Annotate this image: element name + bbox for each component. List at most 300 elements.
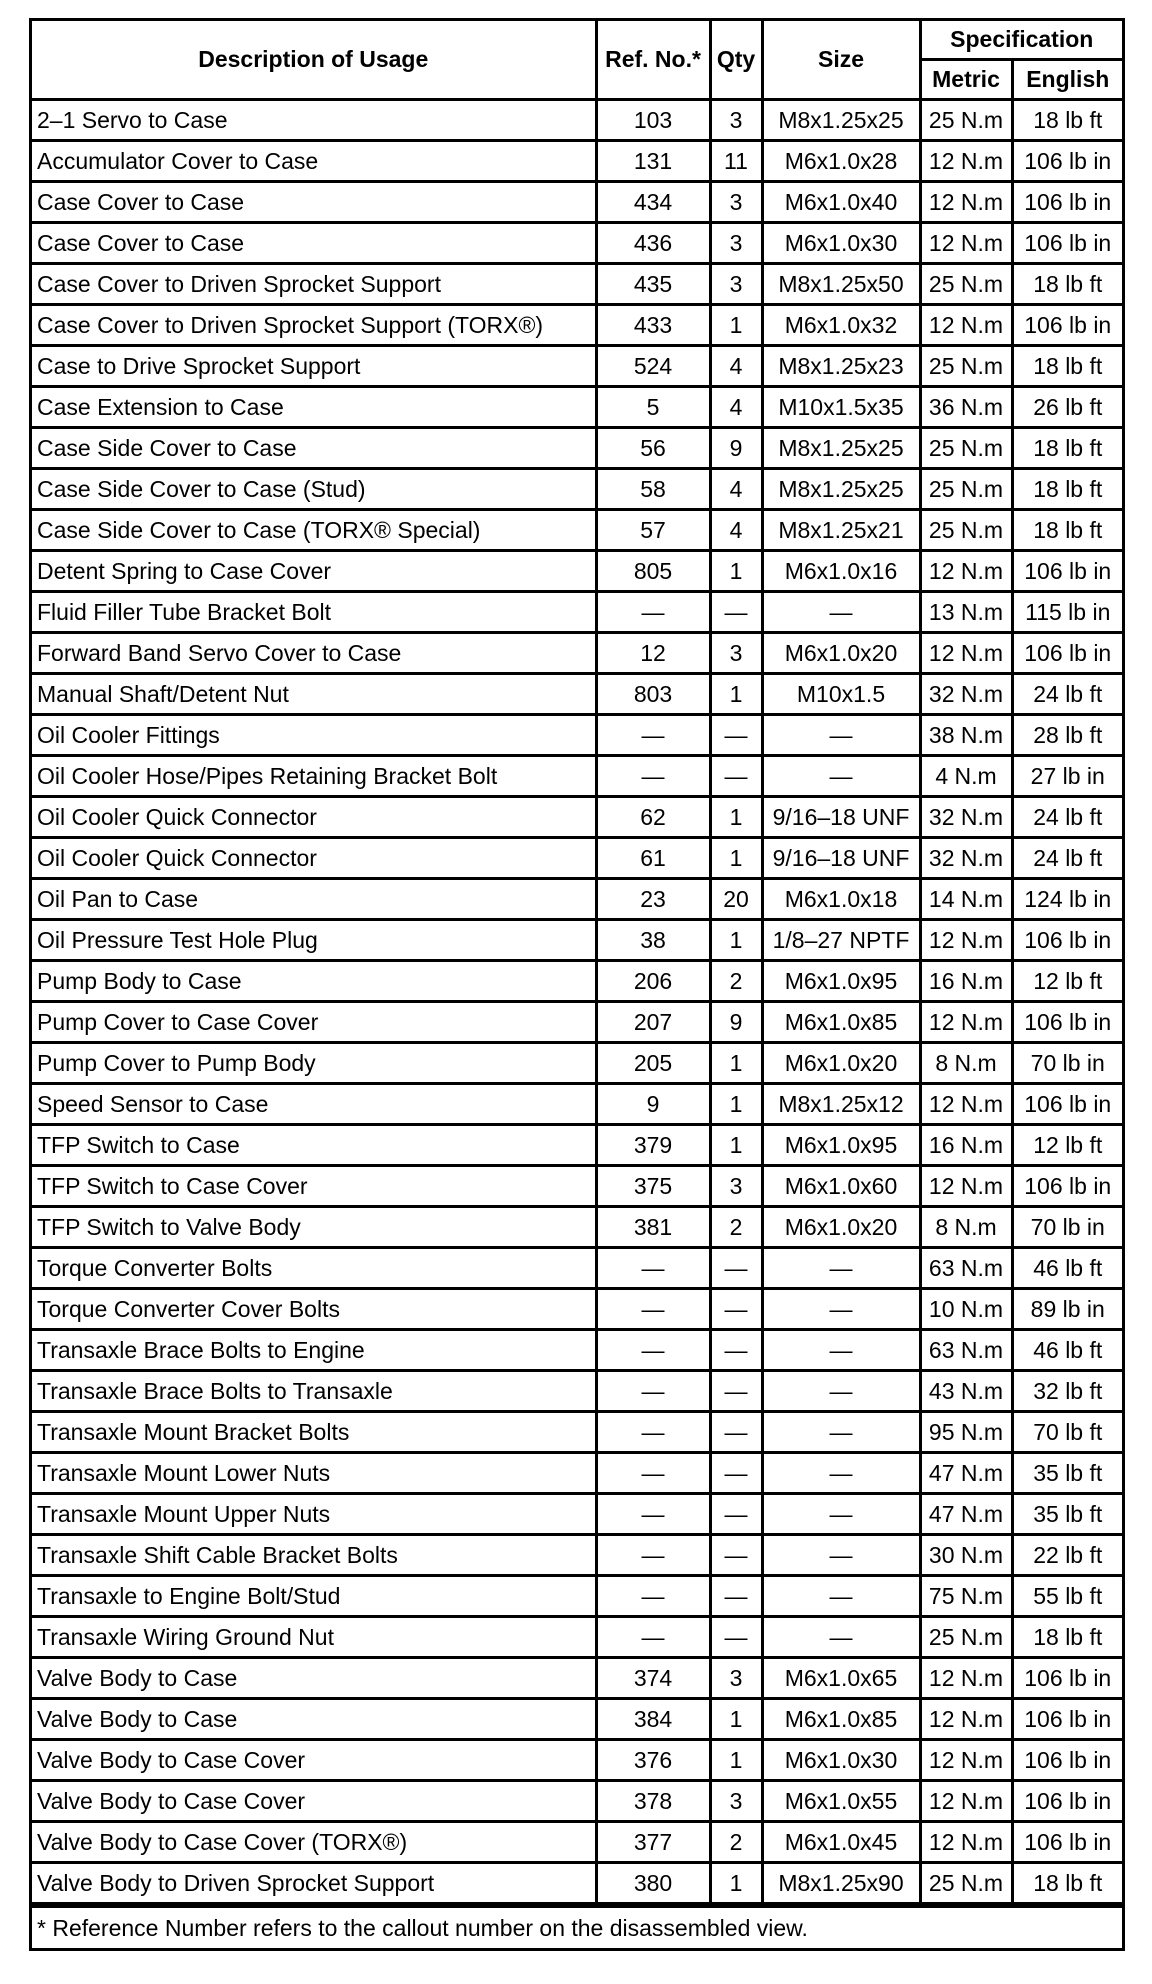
cell-size: M10x1.5: [762, 674, 920, 715]
cell-ref-no: —: [596, 1248, 710, 1289]
cell-metric: 16 N.m: [920, 961, 1012, 1002]
cell-ref-no: 205: [596, 1043, 710, 1084]
cell-description: Detent Spring to Case Cover: [32, 551, 596, 592]
header-size: Size: [762, 21, 920, 100]
table-row: [32, 756, 1122, 797]
cell-description: Transaxle Mount Bracket Bolts: [32, 1412, 596, 1453]
cell-size: M8x1.25x21: [762, 510, 920, 551]
table-row: [32, 264, 1122, 305]
cell-ref-no: 5: [596, 387, 710, 428]
cell-qty: 20: [710, 879, 762, 920]
cell-english: 24 lb ft: [1012, 674, 1122, 715]
cell-qty: 3: [710, 633, 762, 674]
table-row: [32, 1863, 1122, 1904]
cell-description: Case Side Cover to Case: [32, 428, 596, 469]
footnote: * Reference Number refers to the callout number on the disassembled view.: [32, 1905, 1122, 1948]
cell-qty: 1: [710, 797, 762, 838]
cell-metric: 8 N.m: [920, 1043, 1012, 1084]
cell-size: M6x1.0x85: [762, 1002, 920, 1043]
cell-metric: 95 N.m: [920, 1412, 1012, 1453]
cell-metric: 12 N.m: [920, 1658, 1012, 1699]
cell-description: Accumulator Cover to Case: [32, 141, 596, 182]
cell-english: 106 lb in: [1012, 1002, 1122, 1043]
cell-size: M10x1.5x35: [762, 387, 920, 428]
cell-metric: 32 N.m: [920, 838, 1012, 879]
cell-english: 46 lb ft: [1012, 1248, 1122, 1289]
header-english: English: [1012, 60, 1122, 100]
cell-description: Case Cover to Case: [32, 182, 596, 223]
cell-qty: —: [710, 592, 762, 633]
table-row: [32, 1207, 1122, 1248]
cell-ref-no: 131: [596, 141, 710, 182]
cell-qty: 1: [710, 305, 762, 346]
cell-qty: —: [710, 1453, 762, 1494]
cell-ref-no: 379: [596, 1125, 710, 1166]
cell-size: M8x1.25x25: [762, 428, 920, 469]
cell-ref-no: 56: [596, 428, 710, 469]
cell-ref-no: 12: [596, 633, 710, 674]
cell-metric: 43 N.m: [920, 1371, 1012, 1412]
cell-qty: —: [710, 1576, 762, 1617]
table-row: [32, 1658, 1122, 1699]
table-row: [32, 1248, 1122, 1289]
cell-description: Pump Cover to Case Cover: [32, 1002, 596, 1043]
cell-qty: 2: [710, 961, 762, 1002]
cell-qty: 1: [710, 1084, 762, 1125]
cell-size: M6x1.0x16: [762, 551, 920, 592]
cell-metric: 14 N.m: [920, 879, 1012, 920]
cell-description: Transaxle Mount Upper Nuts: [32, 1494, 596, 1535]
cell-ref-no: 61: [596, 838, 710, 879]
cell-english: 106 lb in: [1012, 1166, 1122, 1207]
cell-ref-no: —: [596, 1494, 710, 1535]
table-row: [32, 920, 1122, 961]
cell-size: 9/16–18 UNF: [762, 797, 920, 838]
cell-description: Transaxle Wiring Ground Nut: [32, 1617, 596, 1658]
cell-size: M6x1.0x45: [762, 1822, 920, 1863]
cell-description: Transaxle Brace Bolts to Transaxle: [32, 1371, 596, 1412]
header-metric: Metric: [920, 60, 1012, 100]
cell-qty: —: [710, 715, 762, 756]
cell-size: M6x1.0x20: [762, 1043, 920, 1084]
cell-size: M6x1.0x55: [762, 1781, 920, 1822]
cell-size: M6x1.0x95: [762, 1125, 920, 1166]
cell-qty: 1: [710, 920, 762, 961]
cell-metric: 38 N.m: [920, 715, 1012, 756]
cell-ref-no: —: [596, 1617, 710, 1658]
table-row: [32, 1740, 1122, 1781]
cell-qty: 11: [710, 141, 762, 182]
table-row: [32, 1084, 1122, 1125]
table-row: [32, 1371, 1122, 1412]
cell-english: 22 lb ft: [1012, 1535, 1122, 1576]
cell-english: 18 lb ft: [1012, 510, 1122, 551]
cell-ref-no: 803: [596, 674, 710, 715]
cell-description: Oil Cooler Fittings: [32, 715, 596, 756]
table-row: [32, 346, 1122, 387]
cell-metric: 12 N.m: [920, 1822, 1012, 1863]
cell-english: 106 lb in: [1012, 920, 1122, 961]
table-row: [32, 100, 1122, 141]
table-row: [32, 838, 1122, 879]
cell-size: M8x1.25x12: [762, 1084, 920, 1125]
cell-description: Valve Body to Case Cover: [32, 1781, 596, 1822]
table-row: [32, 797, 1122, 838]
cell-qty: 3: [710, 1166, 762, 1207]
cell-metric: 12 N.m: [920, 223, 1012, 264]
cell-description: Case Cover to Case: [32, 223, 596, 264]
cell-ref-no: 58: [596, 469, 710, 510]
cell-size: —: [762, 756, 920, 797]
cell-ref-no: —: [596, 1453, 710, 1494]
cell-ref-no: 207: [596, 1002, 710, 1043]
cell-metric: 25 N.m: [920, 1863, 1012, 1904]
table-row: [32, 1453, 1122, 1494]
cell-english: 106 lb in: [1012, 141, 1122, 182]
cell-ref-no: 377: [596, 1822, 710, 1863]
header-specification: Specification: [920, 21, 1122, 60]
cell-qty: 9: [710, 1002, 762, 1043]
cell-description: Oil Pan to Case: [32, 879, 596, 920]
cell-qty: 9: [710, 428, 762, 469]
cell-description: Forward Band Servo Cover to Case: [32, 633, 596, 674]
cell-size: M6x1.0x32: [762, 305, 920, 346]
cell-english: 24 lb ft: [1012, 797, 1122, 838]
cell-qty: —: [710, 1494, 762, 1535]
cell-size: M8x1.25x25: [762, 469, 920, 510]
cell-description: TFP Switch to Case: [32, 1125, 596, 1166]
cell-size: M8x1.25x90: [762, 1863, 920, 1904]
table-row: [32, 469, 1122, 510]
cell-metric: 12 N.m: [920, 1002, 1012, 1043]
cell-qty: 2: [710, 1822, 762, 1863]
cell-english: 35 lb ft: [1012, 1494, 1122, 1535]
cell-ref-no: 435: [596, 264, 710, 305]
cell-description: Transaxle to Engine Bolt/Stud: [32, 1576, 596, 1617]
cell-metric: 12 N.m: [920, 1084, 1012, 1125]
cell-size: —: [762, 1453, 920, 1494]
cell-qty: 1: [710, 1863, 762, 1904]
cell-ref-no: 381: [596, 1207, 710, 1248]
cell-size: M6x1.0x65: [762, 1658, 920, 1699]
cell-description: 2–1 Servo to Case: [32, 100, 596, 141]
cell-metric: 12 N.m: [920, 141, 1012, 182]
cell-english: 18 lb ft: [1012, 1863, 1122, 1904]
cell-metric: 12 N.m: [920, 1781, 1012, 1822]
table-row: [32, 1043, 1122, 1084]
cell-description: Manual Shaft/Detent Nut: [32, 674, 596, 715]
cell-ref-no: —: [596, 1576, 710, 1617]
cell-description: Pump Body to Case: [32, 961, 596, 1002]
table-row: [32, 879, 1122, 920]
cell-size: —: [762, 1494, 920, 1535]
cell-english: 70 lb ft: [1012, 1412, 1122, 1453]
cell-metric: 25 N.m: [920, 346, 1012, 387]
cell-size: —: [762, 592, 920, 633]
cell-english: 12 lb ft: [1012, 961, 1122, 1002]
cell-ref-no: 9: [596, 1084, 710, 1125]
cell-english: 106 lb in: [1012, 305, 1122, 346]
cell-ref-no: 524: [596, 346, 710, 387]
torque-spec-table-frame: [29, 18, 1125, 1951]
cell-ref-no: 23: [596, 879, 710, 920]
cell-description: Transaxle Brace Bolts to Engine: [32, 1330, 596, 1371]
cell-english: 89 lb in: [1012, 1289, 1122, 1330]
table-row: [32, 141, 1122, 182]
cell-description: Case Cover to Driven Sprocket Support (TORX®): [32, 305, 596, 346]
cell-metric: 25 N.m: [920, 469, 1012, 510]
table-row: [32, 551, 1122, 592]
cell-english: 70 lb in: [1012, 1043, 1122, 1084]
cell-qty: —: [710, 1535, 762, 1576]
table-row: [32, 592, 1122, 633]
cell-size: —: [762, 715, 920, 756]
cell-qty: 1: [710, 551, 762, 592]
cell-english: 18 lb ft: [1012, 469, 1122, 510]
cell-description: Oil Cooler Quick Connector: [32, 797, 596, 838]
cell-metric: 16 N.m: [920, 1125, 1012, 1166]
cell-metric: 32 N.m: [920, 797, 1012, 838]
cell-ref-no: 805: [596, 551, 710, 592]
cell-qty: 4: [710, 387, 762, 428]
cell-description: Transaxle Shift Cable Bracket Bolts: [32, 1535, 596, 1576]
cell-size: —: [762, 1371, 920, 1412]
cell-size: M8x1.25x50: [762, 264, 920, 305]
cell-ref-no: 434: [596, 182, 710, 223]
table-row: [32, 223, 1122, 264]
cell-metric: 25 N.m: [920, 100, 1012, 141]
cell-qty: —: [710, 1289, 762, 1330]
cell-ref-no: —: [596, 756, 710, 797]
cell-qty: 1: [710, 674, 762, 715]
cell-qty: 3: [710, 1658, 762, 1699]
cell-qty: 1: [710, 1125, 762, 1166]
cell-english: 26 lb ft: [1012, 387, 1122, 428]
cell-size: M6x1.0x28: [762, 141, 920, 182]
cell-qty: 3: [710, 1781, 762, 1822]
cell-metric: 25 N.m: [920, 510, 1012, 551]
cell-size: —: [762, 1248, 920, 1289]
cell-qty: 3: [710, 100, 762, 141]
cell-metric: 47 N.m: [920, 1494, 1012, 1535]
table-row: [32, 1617, 1122, 1658]
cell-metric: 10 N.m: [920, 1289, 1012, 1330]
cell-description: Pump Cover to Pump Body: [32, 1043, 596, 1084]
cell-size: M6x1.0x20: [762, 633, 920, 674]
cell-description: Torque Converter Cover Bolts: [32, 1289, 596, 1330]
cell-qty: 1: [710, 1699, 762, 1740]
table-row: [32, 1822, 1122, 1863]
cell-description: Oil Pressure Test Hole Plug: [32, 920, 596, 961]
header-ref-no: Ref. No.*: [596, 21, 710, 100]
table-row: [32, 510, 1122, 551]
cell-size: M6x1.0x40: [762, 182, 920, 223]
cell-english: 106 lb in: [1012, 551, 1122, 592]
cell-qty: 1: [710, 1740, 762, 1781]
table-row: [32, 1330, 1122, 1371]
cell-metric: 12 N.m: [920, 551, 1012, 592]
table-row: [32, 633, 1122, 674]
table-row: [32, 1289, 1122, 1330]
cell-description: TFP Switch to Case Cover: [32, 1166, 596, 1207]
cell-english: 106 lb in: [1012, 1658, 1122, 1699]
cell-description: Fluid Filler Tube Bracket Bolt: [32, 592, 596, 633]
table-row: [32, 305, 1122, 346]
cell-ref-no: 57: [596, 510, 710, 551]
cell-qty: —: [710, 1617, 762, 1658]
cell-ref-no: —: [596, 1289, 710, 1330]
cell-description: Valve Body to Case: [32, 1699, 596, 1740]
cell-ref-no: 38: [596, 920, 710, 961]
table-row: [32, 1125, 1122, 1166]
table-row: [32, 1494, 1122, 1535]
cell-qty: —: [710, 1248, 762, 1289]
cell-metric: 63 N.m: [920, 1248, 1012, 1289]
cell-description: Torque Converter Bolts: [32, 1248, 596, 1289]
cell-ref-no: —: [596, 592, 710, 633]
cell-ref-no: —: [596, 715, 710, 756]
cell-qty: 3: [710, 223, 762, 264]
cell-ref-no: 375: [596, 1166, 710, 1207]
cell-english: 124 lb in: [1012, 879, 1122, 920]
cell-english: 12 lb ft: [1012, 1125, 1122, 1166]
torque-spec-table: [32, 21, 1122, 1905]
cell-metric: 12 N.m: [920, 1699, 1012, 1740]
cell-size: —: [762, 1617, 920, 1658]
cell-english: 32 lb ft: [1012, 1371, 1122, 1412]
cell-metric: 75 N.m: [920, 1576, 1012, 1617]
cell-ref-no: 380: [596, 1863, 710, 1904]
cell-english: 106 lb in: [1012, 1740, 1122, 1781]
cell-metric: 47 N.m: [920, 1453, 1012, 1494]
cell-qty: 4: [710, 346, 762, 387]
cell-ref-no: 433: [596, 305, 710, 346]
cell-qty: 3: [710, 264, 762, 305]
cell-size: —: [762, 1412, 920, 1453]
cell-metric: 63 N.m: [920, 1330, 1012, 1371]
cell-english: 18 lb ft: [1012, 428, 1122, 469]
cell-qty: 1: [710, 1043, 762, 1084]
header-description: Description of Usage: [32, 21, 596, 100]
cell-english: 46 lb ft: [1012, 1330, 1122, 1371]
cell-size: 9/16–18 UNF: [762, 838, 920, 879]
cell-size: M6x1.0x18: [762, 879, 920, 920]
cell-english: 106 lb in: [1012, 182, 1122, 223]
cell-metric: 25 N.m: [920, 1617, 1012, 1658]
cell-size: —: [762, 1535, 920, 1576]
cell-size: M6x1.0x30: [762, 1740, 920, 1781]
cell-metric: 12 N.m: [920, 633, 1012, 674]
table-row: [32, 1699, 1122, 1740]
table-row: [32, 1535, 1122, 1576]
cell-english: 35 lb ft: [1012, 1453, 1122, 1494]
cell-english: 106 lb in: [1012, 633, 1122, 674]
table-row: [32, 715, 1122, 756]
cell-qty: 4: [710, 469, 762, 510]
cell-metric: 36 N.m: [920, 387, 1012, 428]
cell-qty: —: [710, 756, 762, 797]
cell-qty: 2: [710, 1207, 762, 1248]
cell-english: 106 lb in: [1012, 223, 1122, 264]
cell-metric: 12 N.m: [920, 1166, 1012, 1207]
cell-ref-no: 384: [596, 1699, 710, 1740]
cell-qty: —: [710, 1371, 762, 1412]
header-qty: Qty: [710, 21, 762, 100]
cell-size: M8x1.25x23: [762, 346, 920, 387]
cell-size: M6x1.0x20: [762, 1207, 920, 1248]
cell-ref-no: —: [596, 1412, 710, 1453]
cell-size: 1/8–27 NPTF: [762, 920, 920, 961]
cell-metric: 25 N.m: [920, 264, 1012, 305]
cell-english: 27 lb in: [1012, 756, 1122, 797]
cell-ref-no: 378: [596, 1781, 710, 1822]
cell-metric: 12 N.m: [920, 920, 1012, 961]
cell-english: 106 lb in: [1012, 1699, 1122, 1740]
table-row: [32, 961, 1122, 1002]
cell-qty: 4: [710, 510, 762, 551]
cell-ref-no: —: [596, 1535, 710, 1576]
cell-qty: 1: [710, 838, 762, 879]
cell-ref-no: 376: [596, 1740, 710, 1781]
cell-description: Case to Drive Sprocket Support: [32, 346, 596, 387]
cell-metric: 30 N.m: [920, 1535, 1012, 1576]
cell-description: Speed Sensor to Case: [32, 1084, 596, 1125]
cell-english: 18 lb ft: [1012, 346, 1122, 387]
cell-metric: 12 N.m: [920, 182, 1012, 223]
cell-description: Case Side Cover to Case (TORX® Special): [32, 510, 596, 551]
table-row: [32, 428, 1122, 469]
cell-size: —: [762, 1289, 920, 1330]
cell-ref-no: 374: [596, 1658, 710, 1699]
cell-english: 106 lb in: [1012, 1822, 1122, 1863]
cell-english: 18 lb ft: [1012, 100, 1122, 141]
cell-metric: 32 N.m: [920, 674, 1012, 715]
cell-metric: 12 N.m: [920, 305, 1012, 346]
cell-english: 106 lb in: [1012, 1084, 1122, 1125]
cell-ref-no: —: [596, 1330, 710, 1371]
cell-description: Oil Cooler Quick Connector: [32, 838, 596, 879]
cell-description: Oil Cooler Hose/Pipes Retaining Bracket Bolt: [32, 756, 596, 797]
cell-description: Valve Body to Case: [32, 1658, 596, 1699]
cell-description: Case Extension to Case: [32, 387, 596, 428]
cell-description: TFP Switch to Valve Body: [32, 1207, 596, 1248]
cell-size: —: [762, 1330, 920, 1371]
cell-qty: —: [710, 1412, 762, 1453]
cell-ref-no: 62: [596, 797, 710, 838]
cell-size: M6x1.0x95: [762, 961, 920, 1002]
cell-description: Valve Body to Driven Sprocket Support: [32, 1863, 596, 1904]
cell-size: M6x1.0x85: [762, 1699, 920, 1740]
table-row: [32, 387, 1122, 428]
cell-metric: 25 N.m: [920, 428, 1012, 469]
cell-size: M6x1.0x60: [762, 1166, 920, 1207]
table-row: [32, 1002, 1122, 1043]
cell-english: 115 lb in: [1012, 592, 1122, 633]
cell-english: 106 lb in: [1012, 1781, 1122, 1822]
cell-description: Case Side Cover to Case (Stud): [32, 469, 596, 510]
cell-english: 55 lb ft: [1012, 1576, 1122, 1617]
cell-description: Case Cover to Driven Sprocket Support: [32, 264, 596, 305]
cell-size: M6x1.0x30: [762, 223, 920, 264]
table-row: [32, 1166, 1122, 1207]
table-body: [32, 100, 1122, 1904]
cell-english: 18 lb ft: [1012, 264, 1122, 305]
table-row: [32, 182, 1122, 223]
cell-size: —: [762, 1576, 920, 1617]
cell-qty: —: [710, 1330, 762, 1371]
cell-description: Valve Body to Case Cover: [32, 1740, 596, 1781]
cell-qty: 3: [710, 182, 762, 223]
